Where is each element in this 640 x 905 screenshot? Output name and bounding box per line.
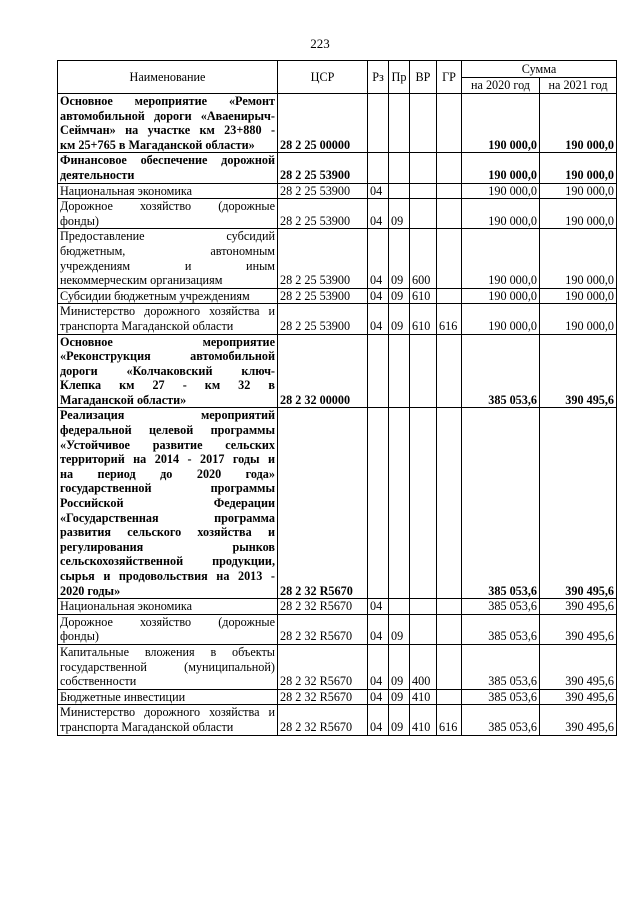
cell-sum-2020: 385 053,6 — [462, 614, 540, 644]
cell-name-line: Дорожное хозяйство (дорожные — [60, 199, 275, 214]
cell-name-line: на период до 2020 года» — [60, 466, 275, 481]
cell-vr: 400 — [410, 644, 437, 689]
cell-name-line: Сеймчан» на участке км 23+880 - — [60, 123, 275, 138]
cell-gr — [437, 689, 462, 705]
cell-name-line: сельскохозяйственной продукции, — [60, 554, 275, 569]
cell-name — [58, 599, 278, 615]
cell-pr: 09 — [389, 644, 410, 689]
cell-name-line: транспорта Магаданской области — [60, 318, 234, 333]
cell-gr — [437, 94, 462, 153]
cell-name-line: Дорожное хозяйство (дорожные — [60, 614, 275, 629]
cell-gr — [437, 644, 462, 689]
cell-rz — [368, 153, 389, 183]
cell-sum-2021: 190 000,0 — [540, 199, 617, 229]
cell-gr: 616 — [437, 304, 462, 334]
cell-pr: 09 — [389, 229, 410, 288]
cell-name-line: регулирования рынков — [60, 539, 275, 554]
cell-vr — [410, 183, 437, 199]
table-row — [58, 334, 617, 408]
cell-csr: 28 2 32 R5670 — [278, 408, 368, 599]
cell-pr: 09 — [389, 288, 410, 304]
page-number: 223 — [310, 36, 330, 51]
table-row — [58, 304, 617, 334]
cell-sum-2021: 390 495,6 — [540, 599, 617, 615]
cell-pr: 09 — [389, 304, 410, 334]
cell-sum-2020: 190 000,0 — [462, 94, 540, 153]
cell-csr: 28 2 25 53900 — [278, 153, 368, 183]
cell-name-line: Министерство дорожного хозяйства и — [60, 705, 275, 720]
cell-name-line: сырья и продовольствия на 2013 - — [60, 569, 275, 583]
cell-csr: 28 2 32 R5670 — [278, 614, 368, 644]
table-row — [58, 94, 617, 153]
cell-name-line: Национальная экономика — [60, 599, 193, 614]
cell-name-line: Основное мероприятие — [60, 334, 275, 349]
table-row — [58, 229, 617, 288]
cell-pr: 09 — [389, 705, 410, 735]
cell-name-line: Субсидии бюджетным учреждениям — [60, 288, 250, 303]
cell-name — [58, 644, 278, 689]
table-body — [58, 94, 617, 736]
table-row — [58, 599, 617, 615]
cell-pr: 09 — [389, 614, 410, 644]
cell-vr — [410, 614, 437, 644]
cell-gr — [437, 183, 462, 199]
cell-sum-2021: 190 000,0 — [540, 304, 617, 334]
cell-name-line: Капитальные вложения в объекты — [60, 644, 275, 659]
cell-vr — [410, 408, 437, 599]
cell-vr — [410, 199, 437, 229]
cell-sum-2021: 390 495,6 — [540, 614, 617, 644]
header-year-2021: на 2021 год — [540, 78, 617, 94]
table-row — [58, 705, 617, 735]
cell-name-line: бюджетным, автономным — [60, 243, 275, 258]
cell-name-line: Клепка км 27 - км 32 в — [60, 378, 275, 393]
cell-pr: 09 — [389, 199, 410, 229]
cell-name — [58, 229, 278, 288]
cell-rz: 04 — [368, 288, 389, 304]
cell-vr — [410, 599, 437, 615]
cell-name-line: Финансовое обеспечение дорожной — [60, 153, 275, 168]
cell-sum-2020: 385 053,6 — [462, 644, 540, 689]
table-row — [58, 644, 617, 689]
cell-gr — [437, 614, 462, 644]
table-row — [58, 689, 617, 705]
cell-name-line: деятельности — [60, 167, 135, 182]
cell-gr — [437, 408, 462, 599]
table-row — [58, 153, 617, 183]
cell-name-line: «Реконструкция автомобильной — [60, 349, 275, 364]
cell-rz: 04 — [368, 689, 389, 705]
cell-name — [58, 199, 278, 229]
table-row — [58, 199, 617, 229]
cell-name-line: Магаданской области» — [60, 392, 187, 407]
cell-name-line: фонды) — [60, 629, 99, 644]
table-row — [58, 614, 617, 644]
cell-gr — [437, 599, 462, 615]
cell-name-line: фонды) — [60, 213, 99, 228]
cell-sum-2020: 190 000,0 — [462, 229, 540, 288]
cell-sum-2020: 385 053,6 — [462, 408, 540, 599]
cell-vr: 410 — [410, 689, 437, 705]
cell-csr: 28 2 25 53900 — [278, 229, 368, 288]
cell-name-line: автомобильной дороги «Аваенирыч- — [60, 108, 275, 123]
table-header — [58, 61, 617, 94]
cell-csr: 28 2 25 00000 — [278, 94, 368, 153]
cell-sum-2020: 190 000,0 — [462, 304, 540, 334]
cell-rz: 04 — [368, 705, 389, 735]
cell-rz — [368, 94, 389, 153]
cell-csr: 28 2 32 R5670 — [278, 644, 368, 689]
cell-name-line: некоммерческим организациям — [60, 273, 223, 288]
cell-csr: 28 2 32 00000 — [278, 334, 368, 408]
cell-name-line: транспорта Магаданской области — [60, 719, 234, 734]
header-year-2020: на 2020 год — [462, 78, 540, 94]
header-gr: ГР — [437, 61, 462, 94]
header-vr: ВР — [410, 61, 437, 94]
table-row — [58, 183, 617, 199]
cell-csr: 28 2 25 53900 — [278, 304, 368, 334]
cell-gr — [437, 229, 462, 288]
cell-rz: 04 — [368, 599, 389, 615]
cell-sum-2020: 385 053,6 — [462, 334, 540, 408]
cell-rz — [368, 334, 389, 408]
cell-pr — [389, 94, 410, 153]
cell-rz: 04 — [368, 199, 389, 229]
cell-sum-2021: 390 495,6 — [540, 705, 617, 735]
cell-csr: 28 2 32 R5670 — [278, 599, 368, 615]
table-row — [58, 408, 617, 599]
cell-name — [58, 153, 278, 183]
cell-csr: 28 2 32 R5670 — [278, 705, 368, 735]
cell-vr: 610 — [410, 288, 437, 304]
cell-pr — [389, 408, 410, 599]
cell-vr — [410, 334, 437, 408]
table-row — [58, 288, 617, 304]
cell-name-line: Бюджетные инвестиции — [60, 689, 186, 704]
cell-pr — [389, 183, 410, 199]
cell-sum-2021: 190 000,0 — [540, 229, 617, 288]
cell-name-line: дороги «Колчаковский ключ- — [60, 363, 275, 378]
cell-name-line: км 25+765 в Магаданской области» — [60, 137, 255, 152]
cell-sum-2020: 190 000,0 — [462, 183, 540, 199]
cell-name-line: государственной программы — [60, 481, 275, 496]
cell-sum-2021: 390 495,6 — [540, 408, 617, 599]
cell-sum-2020: 385 053,6 — [462, 705, 540, 735]
cell-name-line: государственной (муниципальной) — [60, 659, 275, 674]
cell-name — [58, 705, 278, 735]
cell-name-line: федеральной целевой программы — [60, 423, 275, 438]
cell-sum-2021: 190 000,0 — [540, 94, 617, 153]
cell-gr — [437, 334, 462, 408]
cell-name — [58, 614, 278, 644]
cell-rz: 04 — [368, 644, 389, 689]
cell-pr — [389, 334, 410, 408]
cell-pr — [389, 153, 410, 183]
cell-name-line: 2020 годы» — [60, 583, 121, 598]
cell-name-line: развития сельского хозяйства и — [60, 525, 275, 540]
budget-table — [57, 60, 617, 736]
cell-pr: 09 — [389, 689, 410, 705]
cell-gr — [437, 153, 462, 183]
cell-name-line: учреждениям и иным — [60, 258, 275, 273]
cell-vr: 410 — [410, 705, 437, 735]
cell-name — [58, 94, 278, 153]
cell-name-line: «Устойчивое развитие сельских — [60, 437, 275, 452]
cell-rz: 04 — [368, 229, 389, 288]
cell-name-line: Основное мероприятие «Ремонт — [60, 94, 275, 108]
cell-sum-2021: 390 495,6 — [540, 644, 617, 689]
header-pr: Пр — [389, 61, 410, 94]
cell-vr — [410, 94, 437, 153]
cell-name — [58, 408, 278, 599]
cell-vr — [410, 153, 437, 183]
header-name: Наименование — [58, 61, 278, 94]
header-sum: Сумма — [462, 61, 617, 78]
cell-sum-2021: 390 495,6 — [540, 334, 617, 408]
cell-vr: 610 — [410, 304, 437, 334]
cell-rz: 04 — [368, 304, 389, 334]
header-csr: ЦСР — [278, 61, 368, 94]
cell-vr: 600 — [410, 229, 437, 288]
cell-gr — [437, 199, 462, 229]
cell-rz: 04 — [368, 614, 389, 644]
cell-csr: 28 2 25 53900 — [278, 199, 368, 229]
header-rz: Рз — [368, 61, 389, 94]
cell-gr: 616 — [437, 705, 462, 735]
cell-name-line: Национальная экономика — [60, 183, 193, 198]
cell-csr: 28 2 25 53900 — [278, 288, 368, 304]
cell-rz: 04 — [368, 183, 389, 199]
cell-csr: 28 2 25 53900 — [278, 183, 368, 199]
cell-name-line: Реализация мероприятий — [60, 408, 275, 423]
cell-sum-2020: 385 053,6 — [462, 599, 540, 615]
cell-name-line: Министерство дорожного хозяйства и — [60, 304, 275, 319]
cell-name-line: Предоставление субсидий — [60, 229, 275, 244]
cell-pr — [389, 599, 410, 615]
cell-name — [58, 689, 278, 705]
cell-name-line: «Государственная программа — [60, 510, 275, 525]
cell-name — [58, 288, 278, 304]
cell-sum-2020: 190 000,0 — [462, 288, 540, 304]
cell-gr — [437, 288, 462, 304]
cell-sum-2021: 190 000,0 — [540, 183, 617, 199]
cell-sum-2020: 385 053,6 — [462, 689, 540, 705]
cell-name-line: территорий на 2014 - 2017 годы и — [60, 452, 275, 467]
cell-name — [58, 304, 278, 334]
cell-name — [58, 183, 278, 199]
cell-name-line: Российской Федерации — [60, 496, 275, 511]
cell-sum-2020: 190 000,0 — [462, 153, 540, 183]
cell-csr: 28 2 32 R5670 — [278, 689, 368, 705]
cell-sum-2020: 190 000,0 — [462, 199, 540, 229]
cell-name-line: собственности — [60, 674, 137, 689]
cell-sum-2021: 390 495,6 — [540, 689, 617, 705]
cell-sum-2021: 190 000,0 — [540, 153, 617, 183]
cell-name — [58, 334, 278, 408]
cell-rz — [368, 408, 389, 599]
cell-sum-2021: 190 000,0 — [540, 288, 617, 304]
